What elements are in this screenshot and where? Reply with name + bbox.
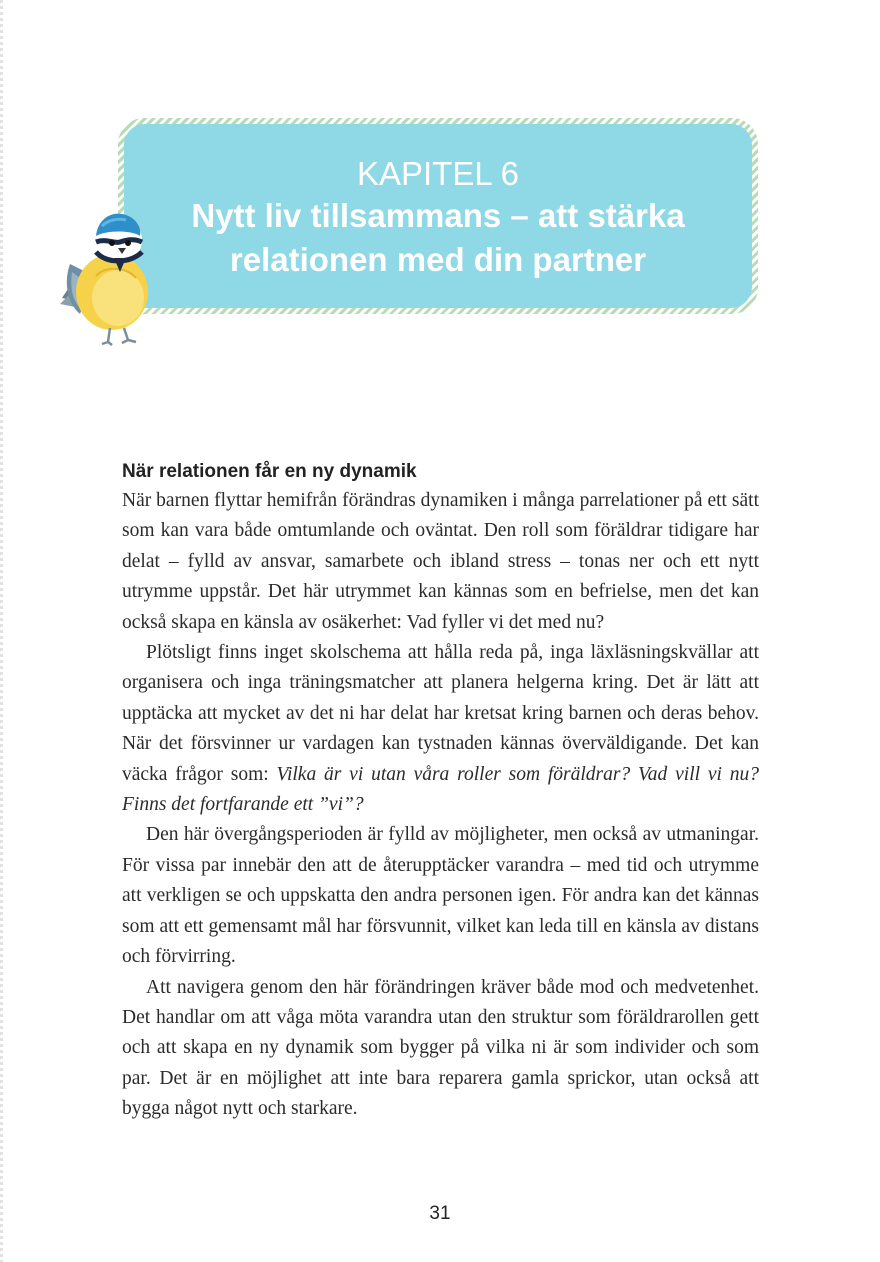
chapter-title bbox=[124, 194, 752, 282]
paragraph-2-text: Plötsligt finns inget skolschema att hålla reda på, inga läxläsningskvällar att organisera och inga träningsmatcher att planera helgerna kring. Det är lätt att upptäcka att mycket av det ni har delat har kretsat kring barnen och deras behov. När det försvinner ur vardagen kan tystnaden kännas överväldigande. Det kan väcka frågor som: bbox=[122, 642, 759, 785]
paragraph-3-text: Den här övergångsperioden är fylld av möjligheter, men också av utmaningar. För vissa par innebär den att de återupptäcker varandra – med tid och utrymme att verkligen se och uppskatta den andra personen igen. För andra kan det kännas som att ett gemensamt mål har försvunnit, vilket kan leda till en känsla av distans och förvirring. bbox=[122, 824, 759, 968]
paragraph-4 bbox=[122, 973, 759, 1125]
section-heading: När relationen får en ny dynamik bbox=[122, 461, 417, 482]
chapter-title-text: Nytt liv tillsammans – att stärka relationen med din partner bbox=[191, 197, 685, 278]
paragraph-2-italic-questions: Vilka är vi utan våra roller som föräldrar? Vad vill vi nu? Finns det fortfarande ett ”vi”? bbox=[122, 763, 759, 816]
page-edge bbox=[0, 0, 3, 1262]
paragraph-4-text: Att navigera genom den här förändringen kräver både mod och medvetenhet. Det handlar om att våga möta varandra utan den struktur som föräldrarollen gett och att skapa en ny dynamik som bygger på vilka ni är som individer och som par. Det är en möjlighet att inte bara reparera gamla sprickor, utan också att bygga något nytt och starkare. bbox=[122, 976, 759, 1120]
paragraph-1 bbox=[122, 486, 759, 638]
chapter-banner bbox=[118, 118, 758, 314]
blue-tit-bird-icon bbox=[56, 206, 158, 346]
paragraph-1-text: När barnen flyttar hemifrån förändras dynamiken i många parrelationer på ett sätt som kan vara både omtumlande och oväntat. Den roll som föräldrar tidigare har delat – fylld av ansvar, samarbete och ibland stress – tonas ner och ett nytt utrymme uppstår. Det här utrymmet kan kännas som en befrielse, men det kan också skapa en känsla av osäkerhet: Vad fyller vi det med nu? bbox=[122, 490, 759, 633]
page-number: 31 bbox=[429, 1203, 451, 1224]
paragraph-2 bbox=[122, 638, 759, 820]
main-content bbox=[122, 458, 759, 1125]
chapter-label: KAPITEL 6 bbox=[356, 155, 520, 192]
paragraph-3 bbox=[122, 820, 759, 972]
chapter-banner-inner bbox=[124, 124, 752, 308]
